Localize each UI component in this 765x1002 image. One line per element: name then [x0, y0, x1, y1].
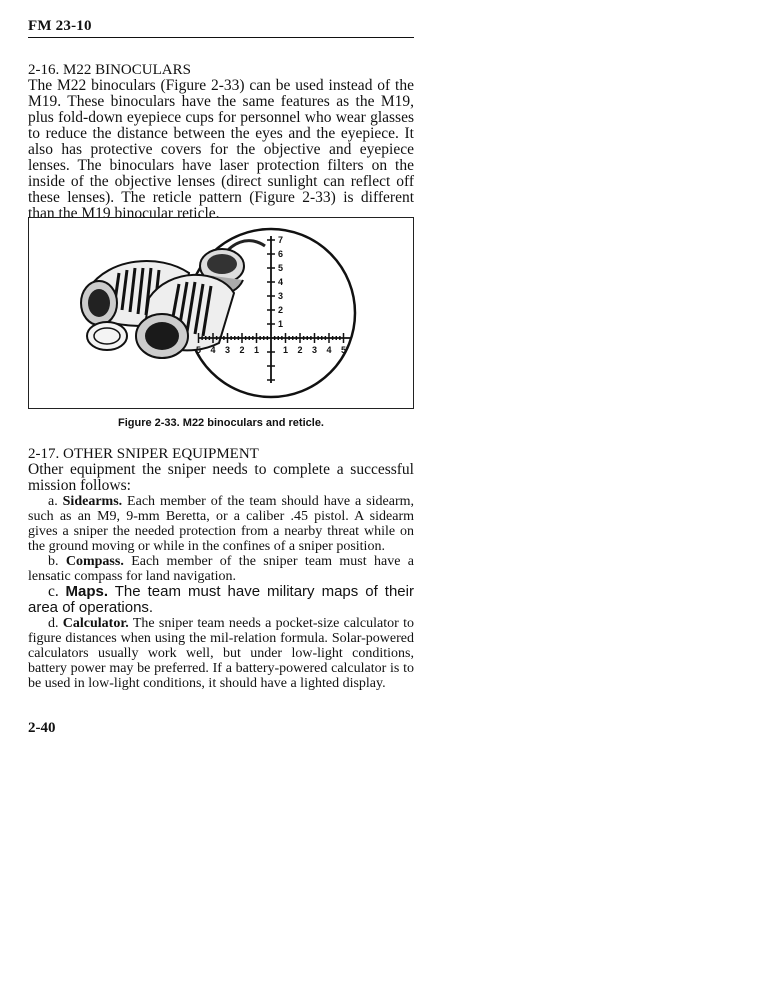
item-text: The sniper team needs a pocket-size calculator to figure distances when using the mil-relation formula. Solar-powered calculators usually work well, but under low-light conditions, battery power may be preferred. If a battery-powered calculator is to be used in low-light conditions, it should have a lighted display. [28, 616, 414, 691]
figure-caption: Figure 2-33. M22 binoculars and reticle. [117, 417, 324, 429]
reticle-horizontal-label: 2 [297, 345, 303, 355]
item-compass [28, 554, 414, 584]
item-label: d. [48, 616, 63, 631]
reticle-vertical-label: 6 [278, 249, 284, 259]
reticle-horizontal-label: 1 [254, 345, 260, 355]
reticle-horizontal-label: 2 [239, 345, 245, 355]
binoculars-illustration [29, 218, 413, 408]
item-term: Sidearms. [62, 494, 123, 509]
item-calculator [28, 616, 414, 691]
section-intro: Other equipment the sniper needs to complete a successful mission follows: [28, 461, 414, 494]
reticle-vertical-label: 3 [278, 291, 284, 301]
reticle-vertical-label: 4 [278, 277, 284, 287]
lens-cover [87, 322, 127, 350]
item-label: a. [48, 494, 63, 509]
figure-m22-binoculars [28, 217, 414, 409]
item-sidearms [28, 494, 414, 554]
item-maps [28, 584, 414, 616]
item-text: Each member of the sniper team must have a lensatic compass for land navigation. [28, 554, 415, 584]
reticle-horizontal-label: 4 [210, 345, 216, 355]
section-paragraph: The M22 binoculars (Figure 2-33) can be used instead of the M19. These binoculars have the same features as the M19, plus fold-down eyepiece cups for personnel who wear glasses to reduce the distance between the eyes and the eyepiece. It also has protective covers for the objective and eyepiece lenses. The binoculars have laser protection filters on the inside of the objective lenses (direct sunlight can reflect off these lenses). The reticle pattern (Figure 2-33) is different than the M19 binocular reticle. [28, 77, 414, 222]
item-label: b. [48, 554, 66, 569]
reticle-horizontal-label: 3 [312, 345, 318, 355]
reticle-vertical-label: 5 [278, 263, 284, 273]
section-other-sniper-equipment [28, 446, 414, 691]
reticle-horizontal-label: 4 [326, 345, 332, 355]
reticle-vertical-label: 1 [278, 319, 284, 329]
item-label: c. [48, 583, 66, 600]
reticle-vertical-label: 7 [278, 235, 284, 245]
item-term: Calculator. [62, 616, 129, 631]
item-text: The team must have military maps of their area of operations. [28, 583, 414, 616]
item-term: Maps. [65, 583, 108, 600]
section-title: 2-17. OTHER SNIPER EQUIPMENT [28, 446, 259, 462]
reticle-horizontal-label: 5 [196, 345, 202, 355]
item-text: Each member of the team should have a sidearm, such as an M9, 9-mm Beretta, or a caliber .45 pistol. A sidearm gives a sniper the needed protection from a nearby threat while on the ground moving or while in the confines of a sniper position. [28, 494, 414, 554]
reticle-horizontal-label: 1 [283, 345, 289, 355]
reticle-horizontal-label: 5 [341, 345, 347, 355]
page-header: FM 23-10 [28, 18, 414, 38]
page-number: 2-40 [28, 720, 56, 736]
item-term: Compass. [65, 554, 124, 569]
section-title: 2-16. M22 BINOCULARS [28, 62, 191, 78]
section-m22-binoculars [28, 62, 414, 222]
reticle-vertical-label: 2 [278, 305, 284, 315]
reticle-horizontal-label: 3 [225, 345, 231, 355]
